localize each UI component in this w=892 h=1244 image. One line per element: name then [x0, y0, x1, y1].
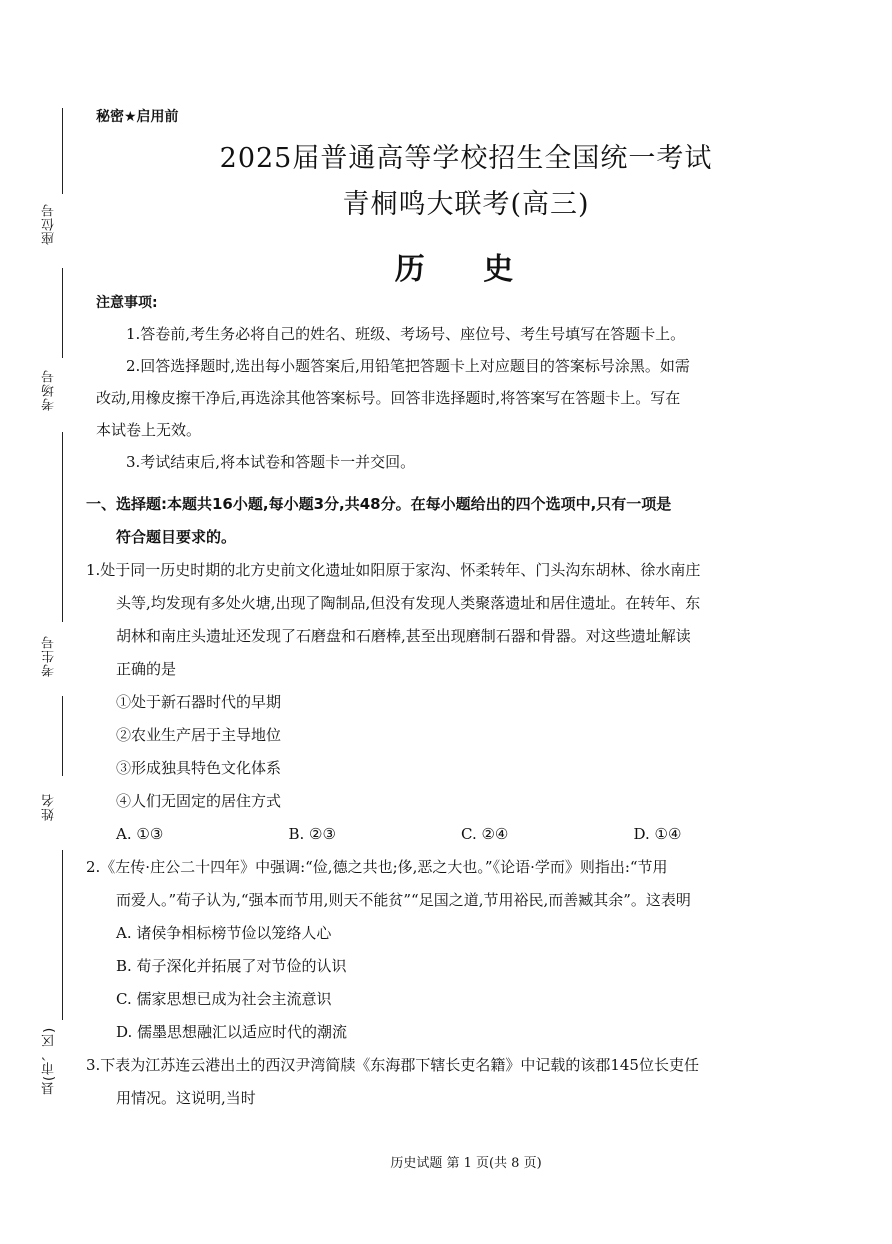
- question-stem: 正确的是: [116, 660, 177, 678]
- option-a: A. ①③: [116, 825, 164, 843]
- notice-item: 本试卷上无效。: [96, 421, 202, 439]
- margin-line: [62, 432, 63, 622]
- notice-item: 改动,用橡皮擦干净后,再选涂其他答案标号。回答非选择题时,将答案写在答题卡上。写在: [96, 389, 681, 407]
- margin-field-county: 县(市、区): [42, 1026, 57, 1096]
- question-stem: 用情况。这说明,当时: [116, 1089, 256, 1107]
- question-stem: 2.《左传·庄公二十四年》中强调:“俭,德之共也;侈,恶之大也。”《论语·学而》则指出:“节用: [86, 858, 668, 876]
- margin-field-candidate: 考生号: [42, 635, 57, 677]
- option-c: C. 儒家思想已成为社会主流意识: [116, 990, 332, 1008]
- statement-item: ③形成独具特色文化体系: [116, 759, 282, 777]
- page-footer: 历史试题 第 1 页(共 8 页): [390, 1156, 542, 1171]
- margin-field-name: 姓名: [42, 793, 57, 821]
- notice-item: 3.考试结束后,将本试卷和答题卡一并交回。: [126, 453, 416, 471]
- option-d: D. ①④: [633, 825, 682, 843]
- question-stem: 而爱人。”荀子认为,“强本而节用,则天不能贫”“足国之道,节用裕民,而善臧其余”。这表明: [116, 891, 691, 909]
- question-stem: 胡林和南庄头遗址还发现了石磨盘和石磨棒,甚至出现磨制石器和骨器。对这些遗址解读: [116, 627, 691, 645]
- statement-item: ④人们无固定的居住方式: [116, 792, 282, 810]
- question-stem: 头等,均发现有多处火塘,出现了陶制品,但没有发现人类聚落遗址和居住遗址。在转年、东: [116, 594, 701, 612]
- notice-item: 2.回答选择题时,选出每小题答案后,用铅笔把答题卡上对应题目的答案标号涂黑。如需: [126, 357, 690, 375]
- option-d: D. 儒墨思想融汇以适应时代的潮流: [116, 1023, 348, 1041]
- exam-content: [86, 288, 806, 1115]
- margin-line: [62, 696, 63, 776]
- question-stem: 1.处于同一历史时期的北方史前文化遗址如阳原于家沟、怀柔转年、门头沟东胡林、徐水南庄: [86, 561, 701, 579]
- question-1: [86, 554, 806, 851]
- notice-item: 1.答卷前,考生务必将自己的姓名、班级、考场号、座位号、考生号填写在答题卡上。: [126, 325, 686, 343]
- question-2: [86, 851, 806, 1049]
- margin-line: [62, 850, 63, 1020]
- section-heading-line: 一、选择题:本题共16小题,每小题3分,共48分。在每小题给出的四个选项中,只有一项是: [86, 495, 672, 513]
- option-a: A. 诸侯争相标榜节俭以笼络人心: [116, 924, 332, 942]
- exam-subtitle: 青桐鸣大联考(高三): [342, 189, 590, 220]
- subject-title: 历 史: [394, 252, 538, 287]
- section-heading: [86, 488, 806, 554]
- margin-field-seat: 座位号: [42, 203, 57, 245]
- exam-title: 2025届普通高等学校招生全国统一考试: [219, 143, 713, 174]
- answer-options-row: [96, 818, 806, 851]
- question-stem: 3.下表为江苏连云港出土的西汉尹湾简牍《东海郡下辖长吏名籍》中记载的该郡145位长吏任: [86, 1056, 699, 1074]
- margin-field-room: 考场号: [42, 369, 57, 411]
- notice-block: [96, 288, 806, 478]
- section-heading-line: 符合题目要求的。: [116, 528, 237, 546]
- option-c: C. ②④: [461, 825, 509, 843]
- statement-item: ②农业生产居于主导地位: [116, 726, 282, 744]
- notice-title: 注意事项:: [96, 295, 158, 311]
- question-3: [86, 1049, 806, 1115]
- option-b: B. 荀子深化并拓展了对节俭的认识: [116, 957, 347, 975]
- statement-item: ①处于新石器时代的早期: [116, 693, 282, 711]
- confidential-label: 秘密★启用前: [96, 109, 179, 125]
- option-b: B. ②③: [288, 825, 336, 843]
